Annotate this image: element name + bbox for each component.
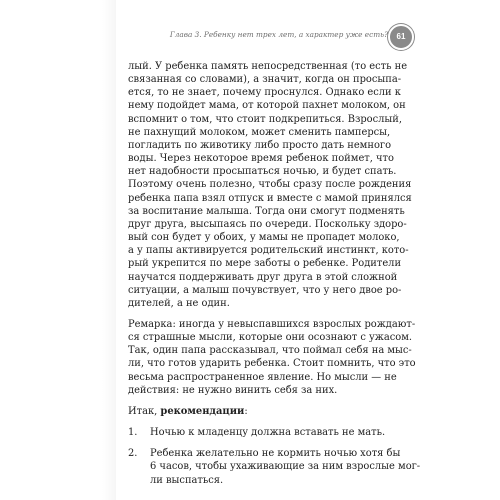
text-line: нему подойдет мама, от которой пахнет молоком, он [128, 100, 406, 112]
text-line: Так, один папа рассказывал, что поймал себя на мыс- [128, 345, 412, 357]
list-item [128, 447, 421, 486]
text-line: 6 часов, чтобы ухаживающие за ним взрослые мог- [150, 461, 421, 473]
page-gutter [0, 0, 116, 500]
text-line: ся страшные мысли, которые они осознают с ужасом. [128, 332, 413, 344]
list-number: 1. [128, 427, 138, 439]
text-line: ситуации, а малыш почувствует, что у него двое ро- [128, 284, 402, 296]
list-text [150, 426, 392, 439]
text-line: ребенка папа взял отпуск и вместе с мамой принялся [128, 192, 412, 204]
text-line: а у папы активируется родительский инстинкт, кото- [128, 245, 409, 257]
page-number-badge: 61 [388, 24, 414, 50]
text-line: Поэтому очень полезно, чтобы сразу после рождения [128, 179, 412, 191]
running-head: Глава 3. Ребенку нет трех лет, а характер уже есть? [169, 30, 388, 39]
list-text [150, 447, 420, 486]
recommendations-prefix: Итак, [128, 405, 161, 417]
recommendations-suffix: : [244, 405, 248, 417]
paragraph-remark [128, 318, 416, 397]
book-page [116, 0, 421, 500]
text-line: вспомнит о том, что стоит подкрепиться. Взрослый, [128, 113, 402, 125]
text-line: ли, что готов ударить ребенка. Стоит помнить, что это [128, 358, 416, 370]
text-line: Ремарка: иногда у невыспавшихся взрослых рождают- [128, 318, 416, 330]
page-body [128, 60, 421, 495]
text-line: Ночью к младенцу должна вставать не мать. [150, 427, 386, 439]
text-line: научатся поддерживать друг друга в этой сложной [128, 271, 398, 283]
text-line: дителей, а не один. [128, 297, 230, 309]
text-line: весьма распространенное явление. Но мысли — не [128, 371, 397, 383]
text-line: ли выспаться. [150, 474, 224, 486]
text-line: погладить по животику либо просто дать немного [128, 139, 392, 151]
text-line: воды. Через некоторое время ребенок поймет, что [128, 153, 394, 165]
text-line: лый. У ребенка память непосредственная (то есть не [128, 61, 408, 72]
text-line: за воспитание малыша. Тогда они смогут подменять [128, 205, 405, 217]
recommendations-heading [128, 405, 392, 418]
text-line: Ребенка желательно не кормить ночью хотя бы [150, 448, 401, 460]
text-line: друг друга, высыпаясь по очереди. Поскольку здоро- [128, 218, 407, 230]
recommendations-list [128, 426, 421, 487]
text-line: нет надобности просыпаться ночью, и будет спать. [128, 166, 397, 178]
recommendations-bold: рекомендации [160, 405, 245, 417]
list-number: 2. [128, 448, 138, 460]
text-line: рый укрепится по мере заботы о ребенке. Родители [128, 258, 402, 270]
list-item [128, 426, 392, 439]
text-line: действия: не нужно винить себя за них. [128, 384, 338, 396]
text-line: ется, то не знает, почему проснулся. Однако если к [128, 87, 401, 99]
text-line: связанная со словами), а значит, когда он просыпа- [128, 74, 402, 86]
text-line: не пахнущий молоком, может сменить памперсы, [128, 126, 391, 138]
paragraph-main [128, 60, 412, 310]
text-line: вый сон будет у обоих, у мамы не пропадет молоко, [128, 232, 400, 244]
